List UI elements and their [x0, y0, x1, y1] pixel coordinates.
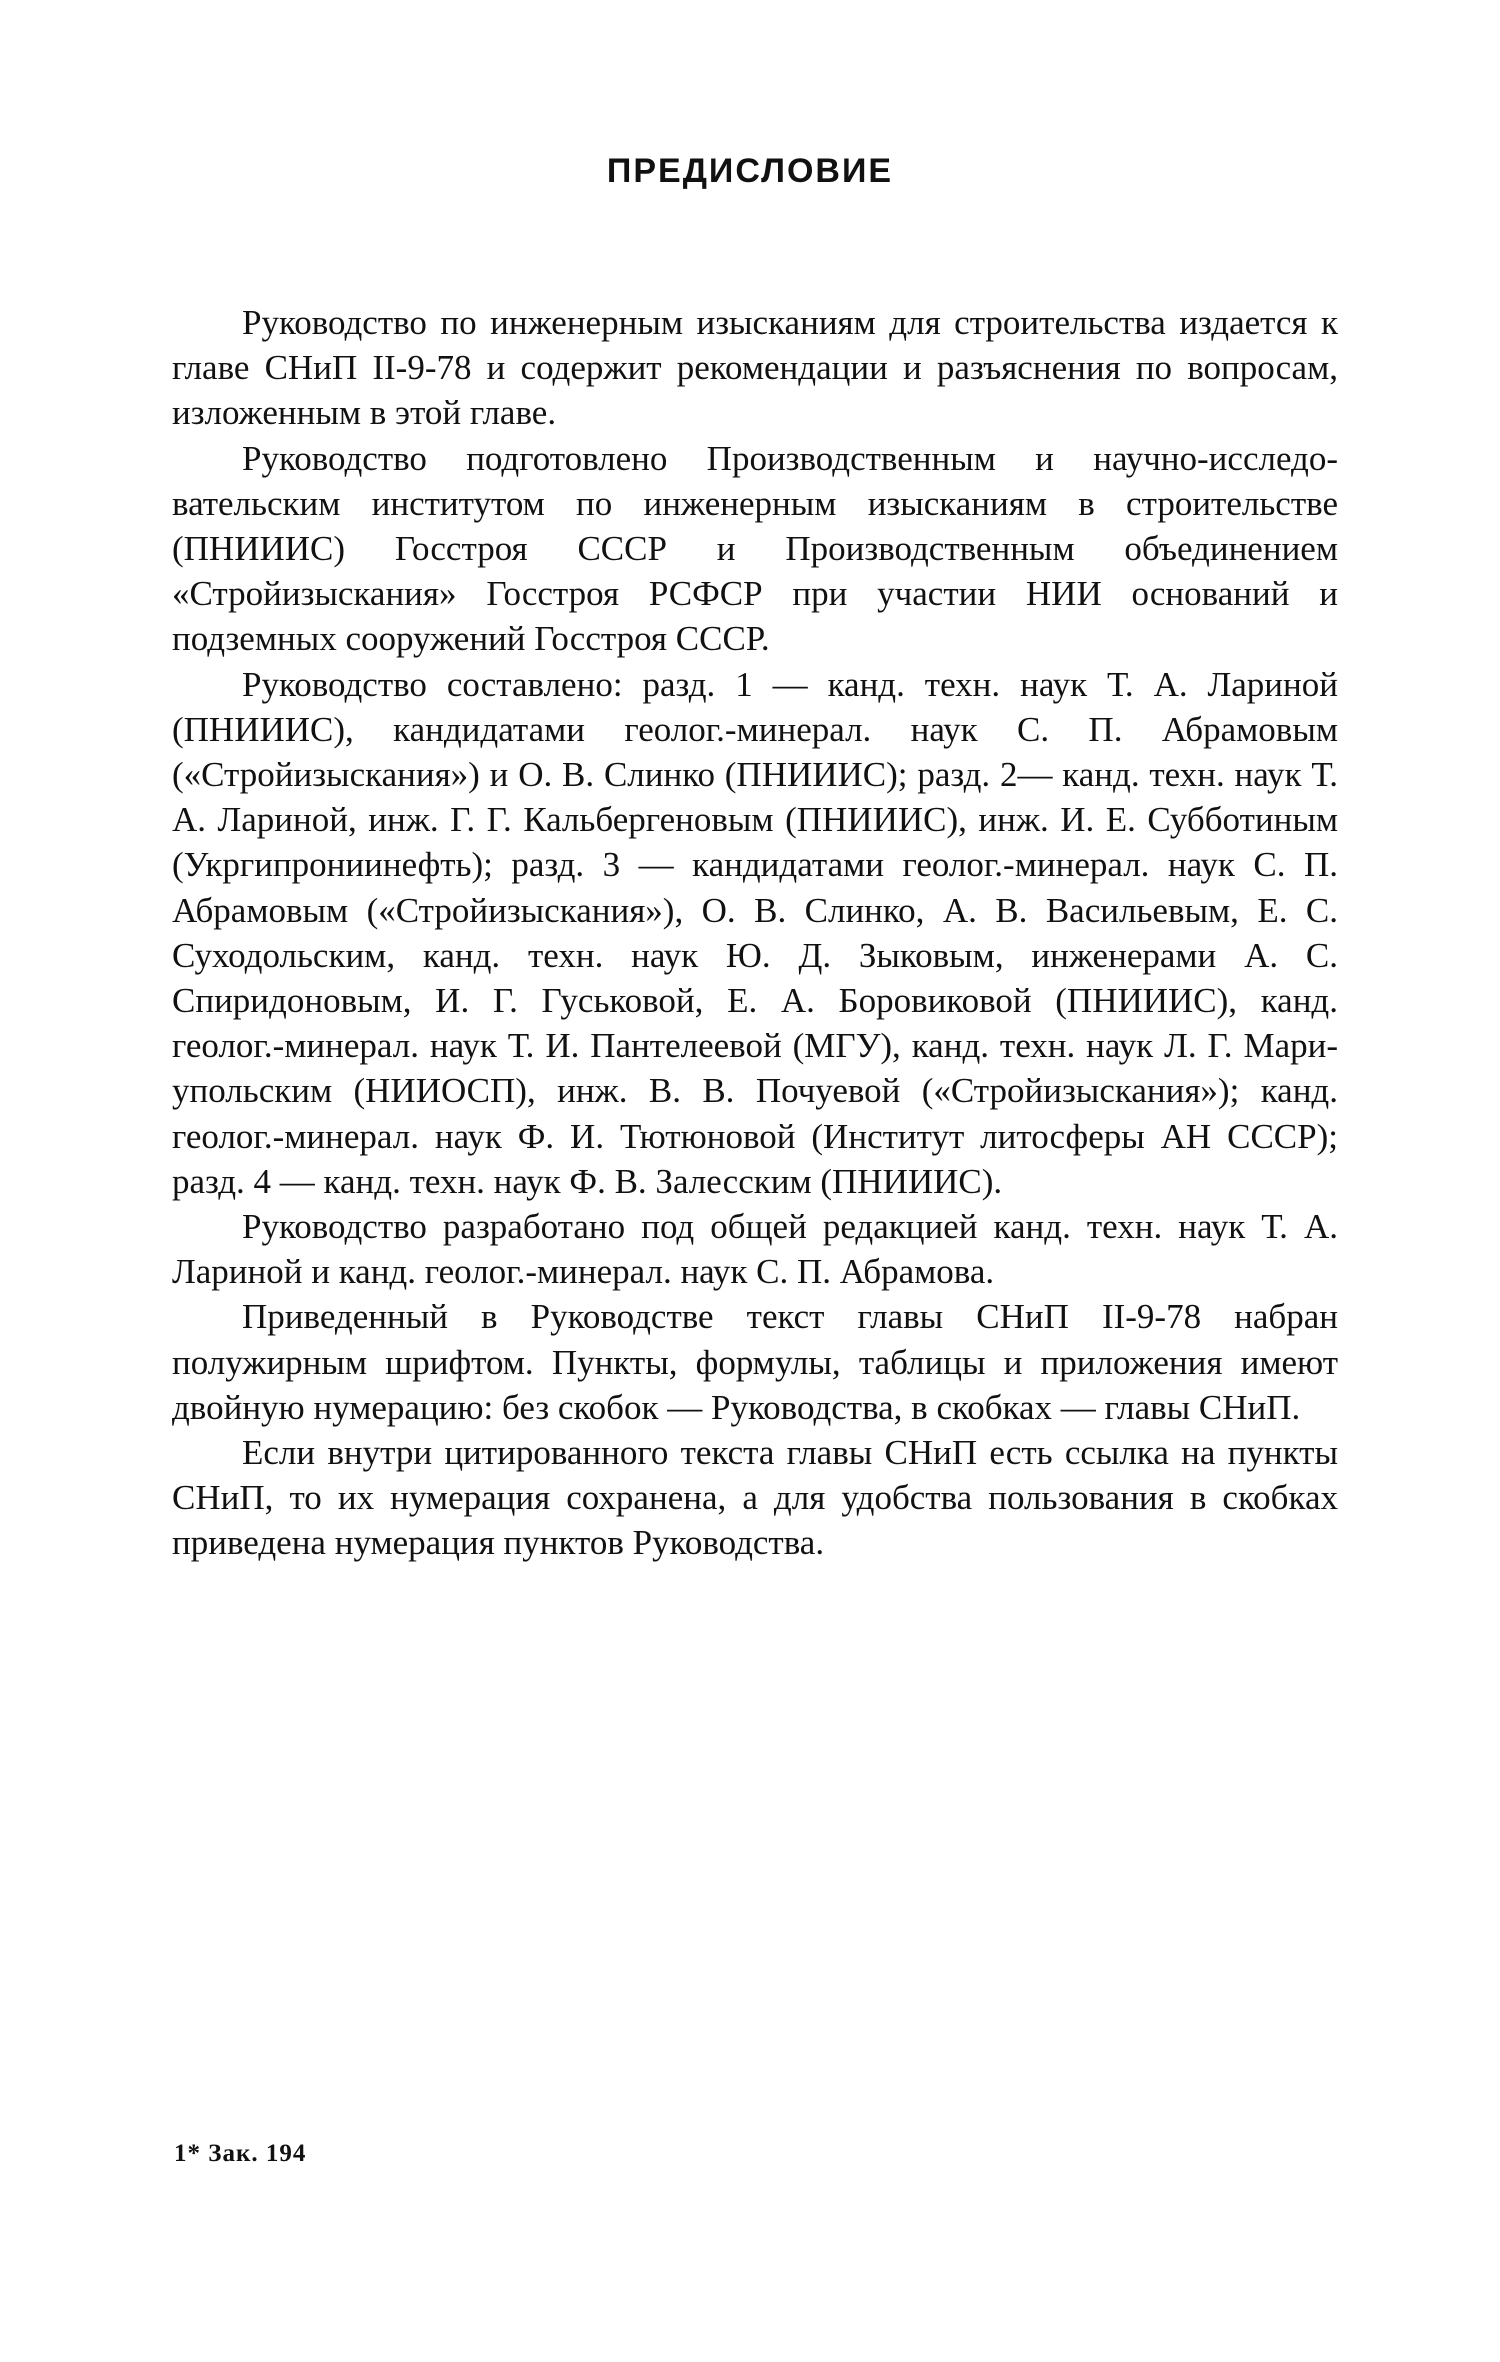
page-title: ПРЕДИСЛОВИЕ	[606, 152, 894, 190]
print-order-footer: 1* Зак. 194	[174, 2140, 307, 2167]
paragraph-6: Если внутри цитированного текста главы СНиП есть ссылка на пункты СНиП, то их нумерация сохранена, а для удобства пользования в скобках приведена нумерация пунктов Руководства.	[172, 1433, 1338, 1563]
paragraph-5: Приведенный в Руководстве текст главы СНиП II-9-78 набран полужирным шрифтом. Пункты, формулы, таблицы и приложения имеют двойную нумерацию: без скобок — Руководства, в скобках — главы СНиП.	[172, 1297, 1338, 1427]
preface-body	[172, 300, 1338, 1566]
paragraph-4: Руководство разработано под общей редакцией канд. техн. наук Т. А. Лариной и канд. геолог.-минерал. наук С. П. Абрамова.	[172, 1207, 1338, 1292]
paragraph-2: Руководство подготовлено Производственным и научно-исследовательским институтом по инженерным изысканиям в строительстве (ПНИИИС) Госстроя СССР и Производственным объединением «Стройизыскания» Госстроя РСФСР при участии НИИ оснований и подземных сооружений Госстроя СССР.	[172, 438, 1338, 659]
paragraph-1: Руководство по инженерным изысканиям для строительства издается к главе СНиП II-9-78 и содержит рекомендации и разъяснения по вопросам, изложенным в этой главе.	[172, 303, 1338, 433]
paragraph-3: Руководство составлено: разд. 1 — канд. техн. наук Т. А. Лариной (ПНИИИС), кандидатами геолог.-минерал. наук С. П. Абрамовым («Стройизыскания») и О. В. Слинко (ПНИИИС); разд. 2— канд. техн. наук Т. А. Лариной, инж. Г. Г. Кальбергеновым (ПНИИИС), инж. И. Е. Субботиным (Укргипрониинефть); разд. 3 — кандидатами геолог.-минерал. наук С. П. Абрамовым («Стройизыскания»), О. В. Слинко, А. В. Васильевым, Е. С. Суходольским, канд. техн. наук Ю. Д. Зыковым, инженерами А. С. Спиридоновым, И. Г. Гуськовой, Е. А. Боровиковой (ПНИИИС), канд. геолог.-минерал. наук Т. И. Пантелеевой (МГУ), канд. техн. наук Л. Г. Мариупольским (НИИОСП), инж. В. В. Почуевой («Стройизыскания»); канд. геолог.-минерал. наук Ф. И. Тютюновой (Институт литосферы АН СССР); разд. 4 — канд. техн. наук Ф. В. Залесским (ПНИИИС).	[172, 664, 1338, 1201]
